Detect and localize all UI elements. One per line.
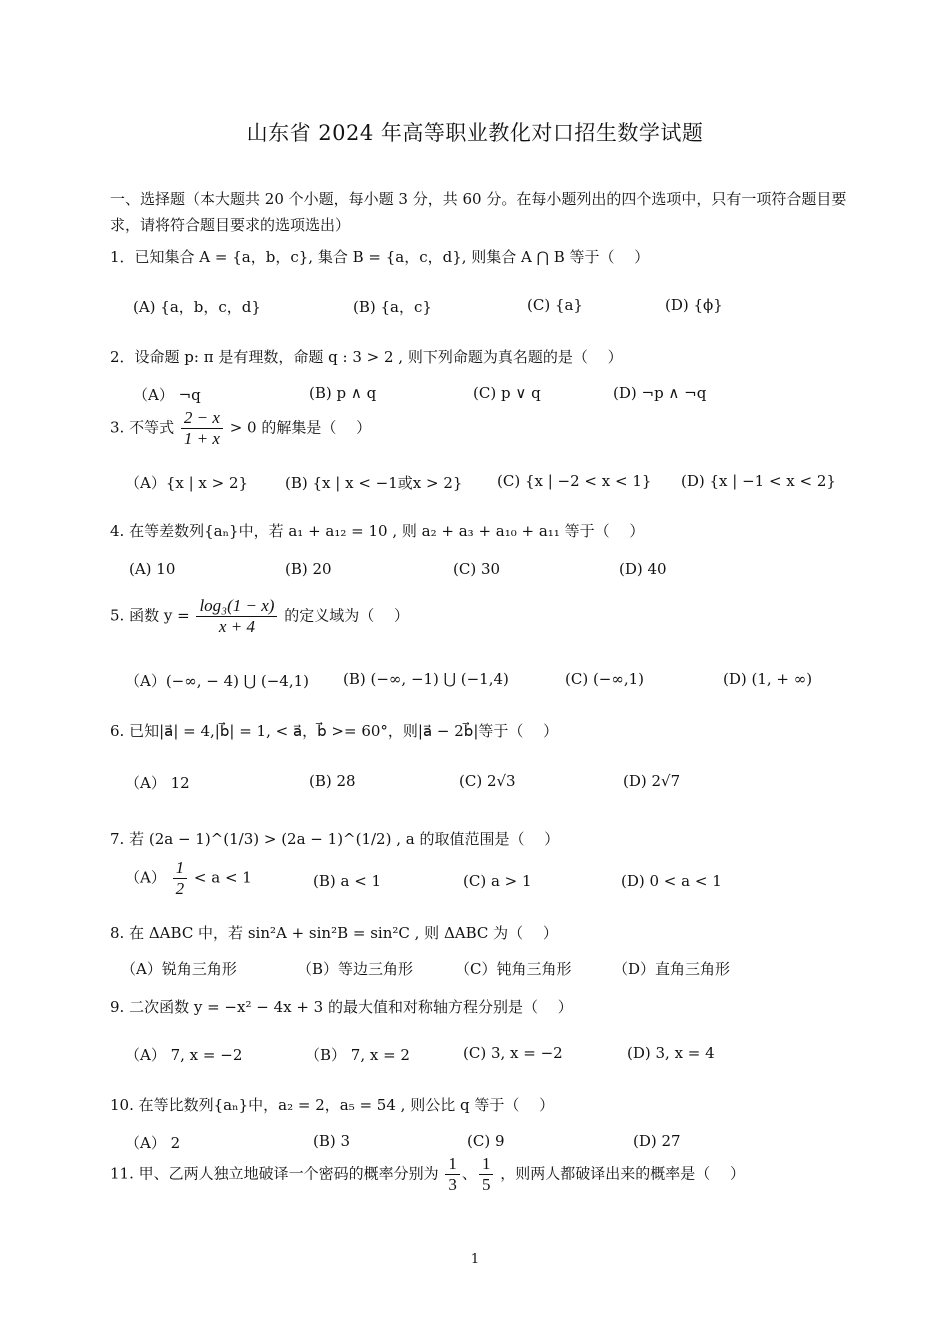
option-c[interactable]: (C) (−∞,1) bbox=[565, 670, 645, 688]
option-a[interactable]: （A）(−∞, − 4) ⋃ (−4,1) bbox=[125, 672, 309, 690]
option-b[interactable]: （B）等边三角形 bbox=[297, 960, 414, 978]
option-b[interactable]: (B) {a，c} bbox=[353, 298, 432, 316]
option-b[interactable]: (B) a < 1 bbox=[313, 872, 382, 890]
question-3 bbox=[110, 408, 850, 449]
fraction-denominator: 2 bbox=[175, 879, 185, 898]
option-c[interactable]: (C) {a} bbox=[527, 296, 583, 314]
page-title: 山东省 2024 年高等职业教化对口招生数学试题 bbox=[246, 121, 704, 145]
option-b[interactable]: (B) (−∞, −1) ⋃ (−1,4) bbox=[343, 670, 509, 688]
option-a[interactable]: （A）{x | x > 2} bbox=[125, 474, 249, 492]
section-instructions: 一、选择题（本大题共 20 个小题，每小题 3 分，共 60 分。在每小题列出的四个选项中，只有一项符合题目要求，请将符合题目要求的选项选出） bbox=[110, 190, 847, 234]
option-d[interactable]: (D) (1, + ∞) bbox=[723, 670, 813, 688]
option-d[interactable]: (D) {x | −1 < x < 2} bbox=[681, 472, 836, 490]
option-c[interactable]: (C) 9 bbox=[467, 1132, 505, 1150]
question-3-suffix: > 0 的解集是（ ） bbox=[229, 418, 372, 437]
option-a[interactable]: (A) 10 bbox=[129, 560, 176, 578]
fraction-denominator: x + 4 bbox=[218, 617, 255, 636]
option-b[interactable]: （B） 7, x = 2 bbox=[305, 1046, 410, 1064]
fraction-numerator: 1 bbox=[173, 858, 188, 879]
option-a-expression: < a < 1 bbox=[193, 868, 252, 887]
option-b[interactable]: (B) 3 bbox=[313, 1132, 351, 1150]
question-11-prefix: 11. 甲、乙两人独立地破译一个密码的概率分别为 bbox=[110, 1164, 439, 1183]
option-c[interactable]: (C) p ∨ q bbox=[473, 384, 541, 402]
option-d[interactable]: (D) {ϕ} bbox=[665, 296, 723, 314]
question-11 bbox=[110, 1154, 850, 1195]
option-d[interactable]: (D) ¬p ∧ ¬q bbox=[613, 384, 707, 402]
question-8: 8. 在 ΔABC 中，若 sin²A + sin²B = sin²C , 则 ΔABC 为（ ） bbox=[110, 924, 558, 942]
option-c[interactable]: (C) 2√3 bbox=[459, 772, 516, 790]
option-a[interactable] bbox=[125, 858, 252, 899]
option-d[interactable]: （D）直角三角形 bbox=[613, 960, 731, 978]
fraction-denominator: 5 bbox=[481, 1175, 491, 1194]
option-d[interactable]: (D) 27 bbox=[633, 1132, 681, 1150]
option-d[interactable]: (D) 3, x = 4 bbox=[627, 1044, 715, 1062]
fraction bbox=[196, 596, 277, 637]
question-7: 7. 若 (2a − 1)^(1/3) > (2a − 1)^(1/2) , a 的取值范围是（ ） bbox=[110, 830, 560, 848]
question-3-prefix: 3. 不等式 bbox=[110, 418, 175, 437]
question-2: 2．设命题 p: π 是有理数，命题 q : 3 > 2 , 则下列命题为真名题的是（ ） bbox=[110, 348, 623, 366]
page-number: 1 bbox=[470, 1252, 480, 1267]
option-b[interactable]: (B) 20 bbox=[285, 560, 332, 578]
option-b[interactable]: (B) {x | x < −1或x > 2} bbox=[285, 474, 463, 492]
fraction-numerator: 2 − x bbox=[181, 408, 223, 429]
question-9: 9. 二次函数 y = −x² − 4x + 3 的最大值和对称轴方程分别是（ ） bbox=[110, 998, 573, 1016]
fraction-2 bbox=[479, 1154, 494, 1195]
question-6: 6. 已知|a⃗| = 4,|b⃗| = 1, < a⃗，b⃗ >= 60°，则|a⃗ − 2b⃗|等于（ ） bbox=[110, 722, 559, 740]
option-b[interactable]: (B) p ∧ q bbox=[309, 384, 377, 402]
option-c[interactable]: (C) 30 bbox=[453, 560, 501, 578]
question-11-suffix: ，则两人都破译出来的概率是（ ） bbox=[500, 1164, 745, 1183]
option-d[interactable]: (D) 40 bbox=[619, 560, 667, 578]
fraction-numerator: log₃(1 − x) bbox=[196, 596, 277, 617]
option-b[interactable]: (B) 28 bbox=[309, 772, 356, 790]
option-a[interactable]: (A) {a，b，c，d} bbox=[133, 298, 261, 316]
option-d[interactable]: (D) 0 < a < 1 bbox=[621, 872, 722, 890]
option-d[interactable]: (D) 2√7 bbox=[623, 772, 681, 790]
separator: 、 bbox=[461, 1164, 477, 1183]
fraction bbox=[173, 858, 188, 899]
fraction-numerator: 1 bbox=[479, 1154, 494, 1175]
fraction-1 bbox=[445, 1154, 460, 1195]
question-5-prefix: 5. 函数 y = bbox=[110, 606, 190, 625]
question-5 bbox=[110, 596, 850, 637]
fraction-numerator: 1 bbox=[445, 1154, 460, 1175]
question-5-suffix: 的定义域为（ ） bbox=[284, 606, 409, 625]
option-c[interactable]: (C) 3, x = −2 bbox=[463, 1044, 563, 1062]
option-a-label: （A） bbox=[125, 868, 166, 887]
option-c[interactable]: (C) {x | −2 < x < 1} bbox=[497, 472, 652, 490]
option-a[interactable]: （A） 7, x = −2 bbox=[125, 1046, 243, 1064]
fraction-denominator: 1 + x bbox=[183, 429, 220, 448]
fraction bbox=[181, 408, 223, 449]
option-a[interactable]: （A）锐角三角形 bbox=[121, 960, 237, 978]
option-a[interactable]: （A） 12 bbox=[125, 774, 190, 792]
option-a[interactable]: （A） ¬q bbox=[133, 386, 201, 404]
question-4: 4. 在等差数列{aₙ}中，若 a₁ + a₁₂ = 10 , 则 a₂ + a₃ + a₁₀ + a₁₁ 等于（ ） bbox=[110, 522, 645, 540]
option-c[interactable]: (C) a > 1 bbox=[463, 872, 532, 890]
question-10: 10. 在等比数列{aₙ}中，a₂ = 2，a₅ = 54 , 则公比 q 等于（ ） bbox=[110, 1096, 555, 1114]
option-a[interactable]: （A） 2 bbox=[125, 1134, 181, 1152]
question-1: 1．已知集合 A = {a，b，c}, 集合 B = {a，c，d}, 则集合 A ⋂ B 等于（ ） bbox=[110, 248, 650, 266]
option-c[interactable]: （C）钝角三角形 bbox=[455, 960, 572, 978]
fraction-denominator: 3 bbox=[448, 1175, 457, 1194]
